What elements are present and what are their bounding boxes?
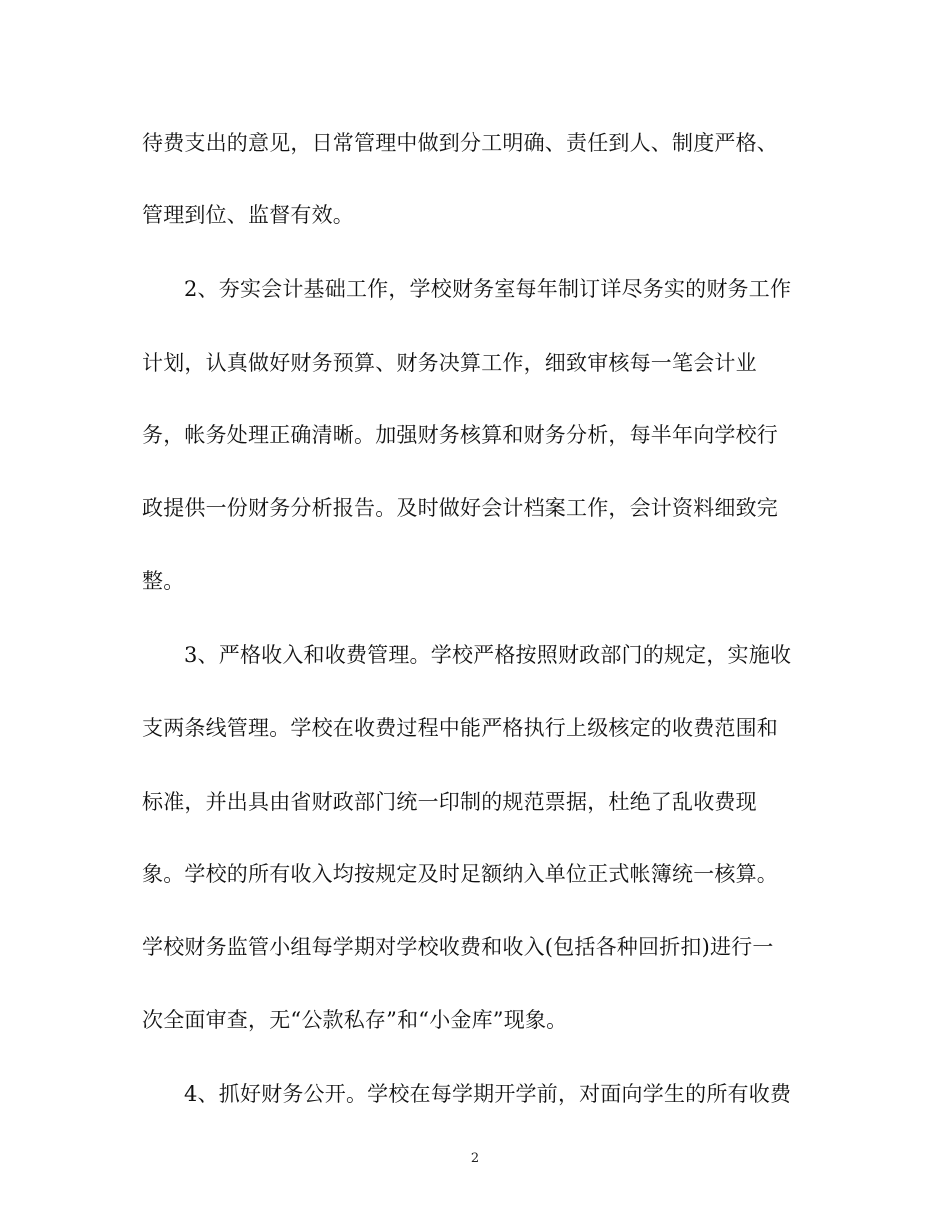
paragraph-3-line-6: 次全面审查，无“公款私存”和“小金库”现象。: [142, 1008, 568, 1032]
paragraph-3-line-2: 支两条线管理。学校在收费过程中能严格执行上级核定的收费范围和: [142, 716, 778, 740]
paragraph-4-line-1: 4、抓好财务公开。学校在每学期开学前，对面向学生的所有收费: [184, 1082, 792, 1106]
text-line-2: 管理到位、监督有效。: [142, 203, 354, 227]
text-line-1: 待费支出的意见，日常管理中做到分工明确、责任到人、制度严格、: [142, 131, 778, 155]
paragraph-2-line-3: 务，帐务处理正确清晰。加强财务核算和财务分析，每半年向学校行: [142, 423, 778, 447]
paragraph-2-line-1: 2、夯实会计基础工作，学校财务室每年制订详尽务实的财务工作: [184, 277, 792, 301]
paragraph-2-line-4: 政提供一份财务分析报告。及时做好会计档案工作，会计资料细致完: [142, 496, 778, 520]
paragraph-3-line-3: 标准，并出具由省财政部门统一印制的规范票据，杜绝了乱收费现: [142, 790, 757, 814]
paragraph-3-line-4: 象。学校的所有收入均按规定及时足额纳入单位正式帐簿统一核算。: [142, 862, 778, 886]
page-number: 2: [470, 1151, 480, 1166]
paragraph-3-line-1: 3、严格收入和收费管理。学校严格按照财政部门的规定，实施收: [184, 643, 792, 667]
paragraph-2-line-5: 整。: [142, 569, 185, 593]
paragraph-3-line-5: 学校财务监管小组每学期对学校收费和收入(包括各种回折扣)进行一: [142, 935, 774, 959]
paragraph-2-line-2: 计划，认真做好财务预算、财务决算工作，细致审核每一笔会计业: [142, 351, 757, 375]
